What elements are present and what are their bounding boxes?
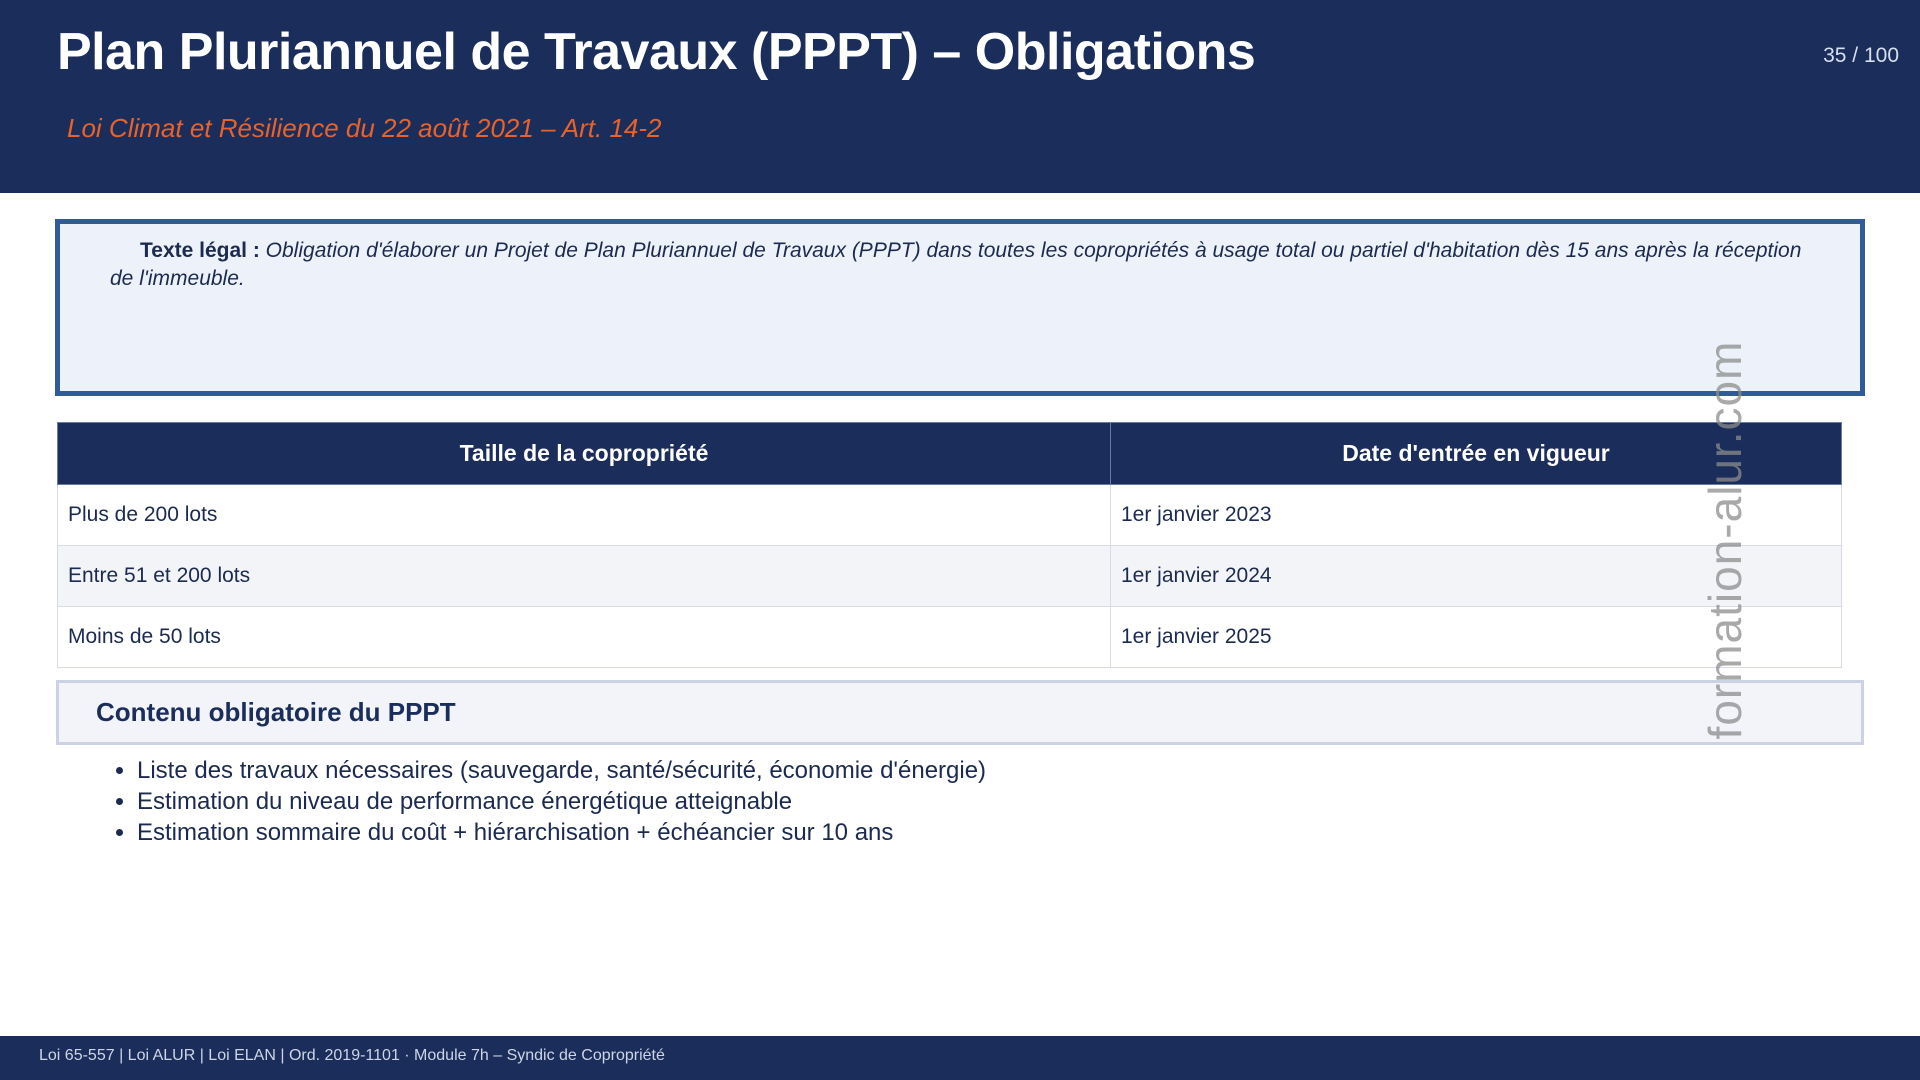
list-item: • Estimation du niveau de performance énergétique atteignable xyxy=(137,786,986,817)
deadline-table xyxy=(57,422,1842,668)
slide-footer xyxy=(0,1036,1920,1080)
table-cell-date: 1er janvier 2025 xyxy=(1111,607,1842,668)
content-title: Contenu obligatoire du PPPT xyxy=(96,697,456,727)
slide-header xyxy=(0,0,1920,193)
content-section-header xyxy=(56,680,1864,745)
column-header-size: Taille de la copropriété xyxy=(58,423,1111,485)
legal-label: Texte légal : xyxy=(140,239,260,262)
legal-content: Obligation d'élaborer un Projet de Plan Pluriannuel de Travaux (PPPT) dans toutes les copropriétés à usage total ou partiel d'habitation dès 15 ans après la réception de l'immeuble. xyxy=(110,239,1802,290)
table-header-row xyxy=(58,423,1842,485)
table-cell-date: 1er janvier 2023 xyxy=(1111,485,1842,546)
table-cell-size: Moins de 50 lots xyxy=(58,607,1111,668)
slide-subtitle: Loi Climat et Résilience du 22 août 2021 – Art. 14-2 xyxy=(67,113,662,143)
table-row xyxy=(58,546,1842,607)
table-cell-size: Plus de 200 lots xyxy=(58,485,1111,546)
table-cell-date: 1er janvier 2024 xyxy=(1111,546,1842,607)
footer-text: Loi 65-557 | Loi ALUR | Loi ELAN | Ord. 2019-1101 · Module 7h – Syndic de Copropriété xyxy=(39,1047,665,1064)
legal-text-box xyxy=(55,219,1865,396)
content-list xyxy=(92,755,986,848)
page-number: 35 / 100 xyxy=(1823,44,1899,67)
legal-paragraph xyxy=(110,237,1830,293)
table-row xyxy=(58,485,1842,546)
table-row xyxy=(58,607,1842,668)
list-item: • Liste des travaux nécessaires (sauvegarde, santé/sécurité, économie d'énergie) xyxy=(137,755,986,786)
watermark: formation-alur.com xyxy=(1699,340,1751,740)
table-cell-size: Entre 51 et 200 lots xyxy=(58,546,1111,607)
column-header-date: Date d'entrée en vigueur xyxy=(1111,423,1842,485)
slide-title: Plan Pluriannuel de Travaux (PPPT) – Obligations xyxy=(57,23,1256,81)
list-item: • Estimation sommaire du coût + hiérarchisation + échéancier sur 10 ans xyxy=(137,817,986,848)
